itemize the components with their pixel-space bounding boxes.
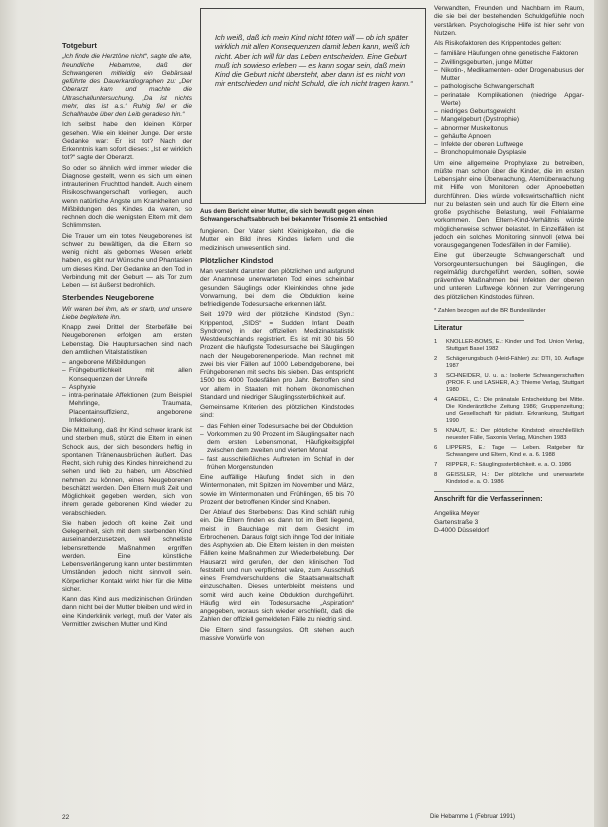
divider — [434, 320, 524, 321]
list-item: – fast ausschließliches Auftreten im Schlaf in der frühen Morgenstunden — [200, 455, 354, 471]
list-item-text: Infekte der oberen Luftwege — [441, 141, 524, 148]
list-item: – Bronchopulmonale Dysplasie — [434, 149, 527, 157]
reference-number: 1 — [434, 339, 438, 346]
references-heading: Literatur — [434, 324, 463, 332]
list-item-text: familiäre Häufungen ohne genetische Faktoren — [441, 50, 579, 58]
list-item-text: fast ausschließliches Auftreten im Schlaf in der frühen Morgenstunden — [207, 455, 354, 471]
list-item: – das Fehlen einer Todesursache bei der Obduktion — [200, 422, 353, 430]
paragraph: Gemeinsame Kriterien des plötzlichen Kindstodes sind: — [200, 404, 354, 420]
list-item: – Mangelgeburt (Dystrophie) — [434, 116, 520, 124]
reference-item — [434, 373, 584, 394]
author-name: Angelika Meyer — [434, 510, 480, 518]
reference-text: GAEDEL, C.: Die pränatale Entscheidung bei Mitte. Die Kinderärztliche Zeitung 1986; Gruppenzeitung; und Gesellschaft für pädiatr. Erkrankung, Stuttgart 1990 — [446, 397, 584, 425]
author-city: D-4000 Düsseldorf — [434, 526, 489, 534]
list-item-text: niedriges Geburtsgewicht — [441, 108, 516, 115]
reference-item — [434, 356, 584, 370]
paragraph: Die Eltern sind fassungslos. Oft stehen auch massive Vorwürfe von — [200, 626, 354, 642]
paragraph: Der Ablauf des Sterbebens: Das Kind schläft ruhig ein. Die Eltern finden es dann tot im Bett liegend, meist in Bauchlage mit dem Gesicht im Erbrochenen. Daraus folgt sich ihnge Tod der Initiale des Asphyxien ab. Die Eltern leisten in den meisten Fällen keine Maßnahmen zur Wiederbelebung. Der Hausarzt wird gerufen, der den klinischen Tod feststellt und nun verpflichtet wäre, zum Ausschluß eines Fremdverschuldens die Staatsanwaltschaft einzuschalten. Dieses unterbleibt meistens und somit wird auch keine Obduktion durchgeführt. Häufig wird ein Todesursache „Aspiration“ angegeben, woraus sich wieder erschließt, daß die Zahlen der offiziell gemeldeten Fälle zu niedrig sind. — [200, 509, 354, 624]
bullet-list — [200, 423, 354, 473]
paragraph: Um eine allgemeine Prophylaxe zu betreiben, müßte man schon über die Kinder, die im ersten Lebensjahr eine Überwachung, Atemüberwachung mit Hilfe von Monitoren oder Apnoebetten durchführen. Dies würde volkswirtschaftlich nicht nur zu belasten sein und auch für die Eltern eine große psychische Belastung, weil Fehlalarme vorkommen. Den Eltern-Kind-Verhältnis würde möglicherweise schwer belastet. In Einzelfällen ist jedoch ein solches Monitoring sinnvoll (etwa bei vorausgegangenen Todesfällen in der Familie). — [434, 159, 584, 249]
list-item: – Asphyxie — [62, 383, 96, 391]
risk-factor-list — [434, 50, 584, 157]
list-item-text: Nikotin-, Medikamenten- oder Drogenabusus der Mutter — [441, 66, 584, 82]
column-middle — [200, 228, 354, 645]
paragraph: „Ich finde die Herztöne nicht“, sagte die alte, freundliche Hebamme, daß der Schwangeren mitleidig ein Gebärsaal geführte des Dauerkardiographen zu: „Der Oberarzt kam und machte die Ultraschalluntersuchung. ‚Da ist nichts mehr, das ist a.s.‘ Ruhig fiel er die Schallhaube über den Leib geradeso hin.“ — [62, 53, 192, 118]
section-heading-sterbendes-neugeborene: Sterbendes Neugeborene — [62, 293, 154, 303]
divider — [434, 491, 524, 492]
reference-item — [434, 428, 584, 442]
list-item: – Vorkommen zu 90 Prozent im Säuglingsalter nach dem ersten Lebensmonat, Häufigkeitsgipfel zwischen dem zweiten und vierten Monat — [200, 430, 354, 455]
list-item-text: Asphyxie — [69, 383, 96, 391]
list-item: – abnormer Muskeltonus — [434, 124, 509, 132]
list-item: – perinatale Komplikationen (niedrige Apgar-Werte) — [434, 91, 584, 107]
reference-text: GEISSLER, H.: Der plötzliche und unerwartete Kindstod e. a. O. 1986 — [446, 472, 584, 486]
paragraph: Als Risikofaktoren des Krippentodes gelten: — [434, 40, 562, 47]
reference-number: 3 — [434, 373, 438, 380]
paragraph: Eine gut überzeugte Schwangerschaft und Vorsorgeuntersuchungen bei Säuglingen, die regelmäßig durchgeführt werden, sollten, sowie präventive Maßnahmen bei Infekten der oberen und unteren Luftwege können zur Verringerung des plötzlichen Kindstodes führen. — [434, 252, 584, 301]
list-item-text: angeborene Mißbildungen — [69, 359, 146, 366]
references-list — [434, 339, 584, 486]
paragraph: Ich selbst habe den kleinen Körper gesehen. Wie ein kleiner Junge. Der erste Gedanke war: Er ist tot? Nach der Erkenntnis kam sofort dieses: „Ist er wirklich tot?“ sagte der Oberarzt. — [62, 121, 192, 162]
section-heading-kindstod: Plötzlicher Kindstod — [200, 255, 274, 265]
list-item: – gehäufte Apnoen — [434, 132, 491, 140]
reference-text: KNOLLER-BOMS, E.: Kinder und Tod. Union Verlag, Stuttgart Basel 1982 — [446, 339, 584, 353]
reference-item — [434, 472, 584, 486]
quote: Wir waren bei ihm, als er starb, und unsere Liebe begleitete ihn. — [62, 305, 192, 321]
list-item: – Nikotin-, Medikamenten- oder Drogenabusus der Mutter — [434, 66, 584, 82]
paragraph: Kann das Kind aus medizinischen Gründen dann nicht bei der Mutter bleiben und wird in eine Kinderklinik verlegt, muß der Vater als Vermittler zwischen Mutter und Kind — [62, 596, 192, 628]
list-item: – familiäre Häufungen ohne genetische Faktoren — [434, 50, 579, 58]
list-item: – niedriges Geburtsgewicht — [434, 108, 516, 115]
reference-number: 8 — [434, 472, 438, 479]
paragraph: Man versteht darunter den plötzlichen und aufgrund der Anamnese unerwarteten Tod eines scheinbar gesunden Säuglings oder Kleinkindes ohne jede Vorwarnung, bei dem die Obduktion keine befriedigende Todesursache erkennen läßt. — [200, 268, 354, 308]
reference-item — [434, 339, 584, 353]
list-item: – angeborene Mißbildungen — [62, 359, 146, 366]
list-item: – pathologische Schwangerschaft — [434, 83, 535, 91]
paragraph: Eine auffällige Häufung findet sich in den Wintermonaten, mit Spitzen im November und März, sowie im Wintermonaten und Frühlingen, 65 bis 70 Prozent der betroffenen Kinder sind Knaben. — [200, 474, 354, 506]
list-item-text: Zwillingsgeburten, junge Mütter — [441, 58, 533, 66]
page-edge — [594, 0, 608, 827]
journal-footer: Die Hebamme 1 (Februar 1991) — [430, 814, 516, 820]
list-item-text: Bronchopulmonale Dysplasie — [441, 149, 527, 157]
list-item-text: gehäufte Apnoen — [441, 132, 491, 140]
list-item-text: perinatale Komplikationen (niedrige Apgar-Werte) — [441, 91, 584, 107]
paragraph: Seit 1979 wird der plötzliche Kindstod (Syn.: Krippentod, „SIDS“ = Sudden Infant Death Syndrome) in der offiziellen Medizinalstatistik Westdeutschlands registriert. Es ist mit 30 bis 50 Prozent die häufigste Todesursache bei Säuglingen nach der Neugeborenenperiode. Man rechnet mit zwei bis vier Fällen auf 1000 Lebendgeborene, bei Frühgeborenen mit sechs bis sieben. Das entspricht 1500 bis 4000 Todesfällen pro Jahr. Betroffen sind vor allem in Staaten mit hohem ökonomischen Standard und niedriger Säuglingssterblichkeit auf. — [200, 311, 354, 401]
paragraph: Die Trauer um ein totes Neugeborenes ist schwer zu bewältigen, da die Eltern so wenig nicht als gebornes Wesen erlebt haben, es gibt nur Wünsche und Phantasien um dieses Kind. Der Gedanke an den Tod in Verbindung mit der Geburt — als Tor zum Leben — ist äußerst bedrohlich. — [62, 232, 192, 289]
list-item: – Frühgeburtlichkeit mit allen Konsequenzen der Unreife — [62, 367, 192, 383]
reference-number: 5 — [434, 428, 438, 435]
list-item-text: Frühgeburtlichkeit mit allen Konsequenzen der Unreife — [69, 367, 192, 383]
column-right — [434, 5, 584, 535]
reference-item — [434, 397, 584, 425]
reference-number: 4 — [434, 397, 438, 404]
page-number: 22 — [62, 814, 70, 821]
column-left — [62, 38, 192, 631]
list-item: – Infekte der oberen Luftwege — [434, 141, 524, 148]
reference-item — [434, 462, 584, 469]
footnote: * Zahlen bezogen auf die BR Bundesländer — [434, 307, 546, 314]
page-shadow — [0, 0, 18, 827]
paragraph: So oder so ähnlich wird immer wieder die Diagnose gestellt, wenn es sich um einen intrauterinen Fruchttod handelt. Auch einem Risikoschwangerschaft vorliegen, auch wenn natürliche Angste um Krankheiten und Mißbildungen des Kindes da waren, so rechnen doch die wenigsten Eltern mit dem Schlimmsten. — [62, 164, 192, 230]
paragraph: Verwandten, Freunden und Nachbarn im Raum, die sie bei der bestehenden Schuldgefühle noch verstärken. Psychologische Hilfe ist hier sehr von Nutzen. — [434, 5, 584, 37]
paragraph: Die Mitteilung, daß ihr Kind schwer krank ist und sterben muß, stürzt die Eltern in einen Schock aus, der sich besonders heftig in spontanen Tränenausbrüchen äußert. Das Recht, sich ruhig des Kindes hinreichend zu sehen und lieb zu haben, um Abschied nehmen zu können, eines Neugeborenen beschätzt werden. Den Eltern muß Zeit und Möglichkeit gegeben werden, sich von ihrem gerade geborenen Kind wieder zu verabschieden. — [62, 427, 192, 517]
reference-text: RIPPER, F.: Säuglingssterblichkeit. e. a. O. 1986 — [446, 462, 572, 469]
reference-number: 7 — [434, 462, 438, 469]
reference-text: KNAUT, E.: Der plötzliche Kindstod: einschließlich neuester Fälle, Saxonia Verlag, München 1983 — [446, 428, 584, 442]
paragraph: fungieren. Der Vater sieht Kleinigkeiten, die die Mutter ein Bild ihres Kindes liefern und die medizinisch unwesentlich sind. — [200, 228, 354, 252]
list-item-text: pathologische Schwangerschaft — [441, 83, 535, 91]
reference-text: LIPPERS, E.: Tage — Leben. Ratgeber für Schwangere und Eltern, Kind e. a. 6. 1988 — [446, 445, 584, 459]
quote-box — [200, 8, 426, 204]
reference-number: 6 — [434, 445, 438, 452]
bullet-list — [62, 359, 192, 425]
reference-text: Schägerungsbuch (Heid-Fähler) zu: DTI, 10. Auflage 1987 — [446, 356, 584, 370]
list-item-text: Mangelgeburt (Dystrophie) — [441, 116, 520, 124]
author-street: Gartenstraße 3 — [434, 518, 479, 526]
list-item-text: intra-perinatale Affektionen (zum Beispiel Mehrlinge, Traumata, Placentainsuffizienz, angeborene Infektionen). — [69, 392, 192, 424]
quote-box-text: Ich weiß, daß ich mein Kind nicht töten will — ob ich später wirklich mit allen Konsequenzen damit leben kann, weiß ich nicht. Aber ich will für das Leben entscheiden. Eine Geburt muß ich sowieso erleben — es kann sogar sein, daß mein Kind die Geburt nicht übersteht, aber dann ist es nicht von mir entschieden und nicht Schuld, die ich nicht tragen kann.“ — [215, 33, 413, 89]
section-heading-totgeburt: Totgeburt — [62, 41, 97, 50]
reference-text: SCHNEIDER, U. u. a.: Isolierte Schwangerschaften (PROF. F. und LASHER, A.): Thieme Verlag, Stuttgart 1980 — [446, 373, 584, 394]
list-item: – intra-perinatale Affektionen (zum Beispiel Mehrlinge, Traumata, Placentainsuffizienz, angeborene Infektionen). — [62, 392, 192, 424]
paragraph: Sie haben jedoch oft keine Zeit und Gelegenheit, sich mit dem sterbenden Kind auseinanderzusetzen, weil schnellste lebensrettende Maßnahmen ergriffen werden. Eine künstliche Lebensverlängerung kann unter bestimmten Umständen jedoch nicht sinnvoll sein. Körperlicher Kontakt wirkt hier für die Mitte sicher. — [62, 519, 192, 593]
quote-caption: Aus dem Bericht einer Mutter, die sich bewußt gegen einen Schwangerschaftsabbruch bei bekannter Trisomie 21 entschied — [200, 208, 388, 223]
paragraph: Knapp zwei Drittel der Sterbefälle bei Neugeborenen erfolgen am ersten Lebenstag. Die Hauptursachen sind nach den amtlichen Vitalstatistiken — [62, 324, 192, 356]
list-item: – Zwillingsgeburten, junge Mütter — [434, 58, 533, 66]
author-address-heading: Anschrift für die Verfasserinnen: — [434, 496, 543, 504]
reference-item — [434, 445, 584, 459]
list-item-text: Vorkommen zu 90 Prozent im Säuglingsalter nach dem ersten Lebensmonat, Häufigkeitsgipfel zwischen dem zweiten und vierten Monat — [207, 430, 354, 455]
list-item-text: abnormer Muskeltonus — [441, 124, 509, 132]
list-item-text: das Fehlen einer Todesursache bei der Obduktion — [207, 422, 353, 430]
reference-number: 2 — [434, 356, 438, 363]
